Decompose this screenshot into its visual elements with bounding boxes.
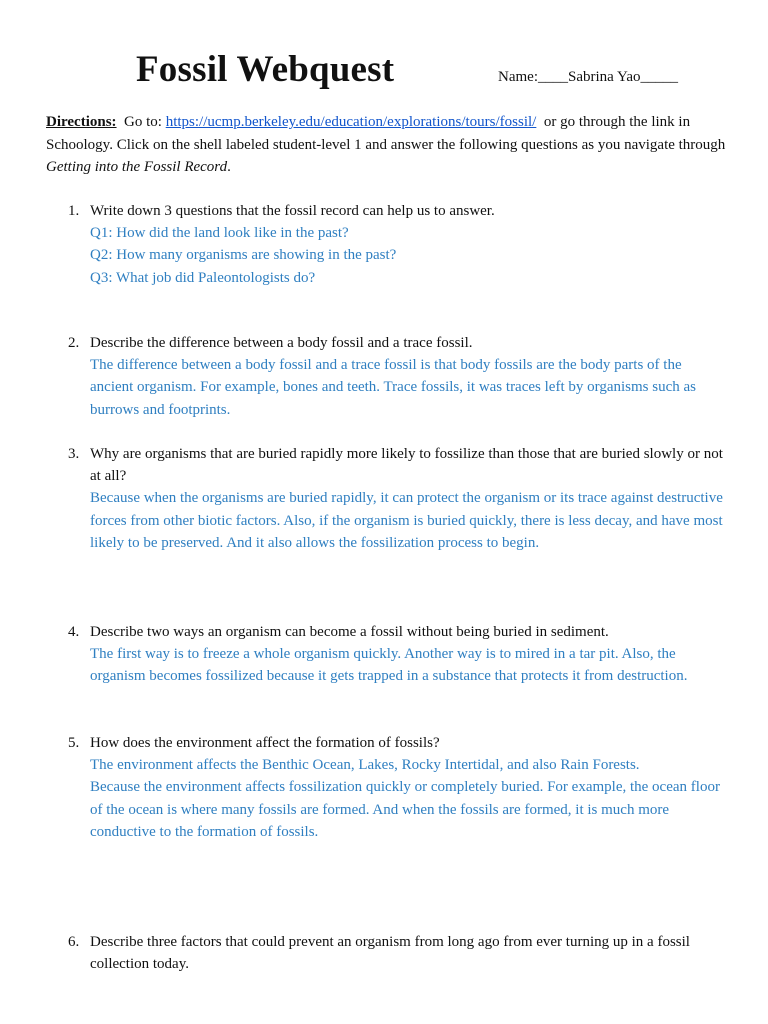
question-3: [68, 443, 728, 554]
question-text: Describe two ways an organism can become a fossil without being buried in sediment.: [90, 624, 609, 640]
answer-line: Q1: How did the land look like in the past?: [90, 225, 349, 242]
question-1: [68, 200, 728, 289]
directions-period: .: [227, 159, 231, 175]
student-name-line: Name:____Sabrina Yao_____: [498, 69, 678, 85]
question-number: 3.: [68, 446, 80, 462]
question-text: Write down 3 questions that the fossil record can help us to answer.: [90, 203, 495, 219]
question-text: How does the environment affect the formation of fossils?: [90, 735, 440, 751]
answer-block: [90, 754, 728, 843]
directions-text: or go through the link in Schoology. Click on the shell labeled student-level 1 and answer the following questions as you navigate through: [46, 114, 726, 153]
question-6: [68, 931, 728, 975]
answer-text: Because when the organisms are buried rapidly, it can protect the organism or its trace against destructive forces from other biotic factors. Also, if the organism is buried quickly, there is less decay, and have most likely to be preserved. And it also allows the fossilization process to begin.: [90, 490, 723, 551]
directions-label: Directions:: [46, 114, 117, 130]
answer-line: Q2: How many organisms are showing in the past?: [90, 247, 397, 264]
question-2: [68, 332, 728, 421]
question-text: Describe the difference between a body fossil and a trace fossil.: [90, 335, 473, 351]
question-number: 4.: [68, 624, 80, 640]
answer-block: [90, 222, 728, 289]
fossil-tour-link[interactable]: https://ucmp.berkeley.edu/education/explorations/tours/fossil/: [165, 114, 537, 130]
question-number: 5.: [68, 735, 80, 751]
directions-go-to: Go to:: [124, 114, 162, 130]
answer-text: The difference between a body fossil and a trace fossil is that body fossils are the body parts of the ancient organism. For example, bones and teeth. Trace fossils, it was traces left by organisms such as burrows and footprints.: [90, 357, 696, 418]
question-text: Why are organisms that are buried rapidly more likely to fossilize than those that are buried slowly or not at all?: [90, 446, 723, 485]
question-4: [68, 621, 728, 688]
page-title: Fossil Webquest: [136, 49, 395, 90]
question-number: 6.: [68, 934, 80, 950]
answer-line: Because the environment affects fossilization quickly or completely buried. For example, the ocean floor of the ocean is where many fossils are formed. And when the fossils are formed, it is much more conductive to the formation of fossils.: [90, 779, 720, 840]
question-text: Describe three factors that could prevent an organism from long ago from ever turning up in a fossil collection today.: [90, 934, 690, 973]
answer-text: The first way is to freeze a whole organism quickly. Another way is to mired in a tar pit. Also, the organism becomes fossilized because it gets trapped in a substance that protects it from destruction.: [90, 646, 688, 685]
answer-line: The environment affects the Benthic Ocean, Lakes, Rocky Intertidal, and also Rain Forests.: [90, 757, 640, 774]
answer-line: Q3: What job did Paleontologists do?: [90, 269, 316, 286]
directions-italic-title: Getting into the Fossil Record: [46, 159, 228, 175]
question-number: 2.: [68, 335, 80, 351]
question-5: [68, 732, 728, 843]
directions-paragraph: [46, 111, 736, 179]
question-number: 1.: [68, 203, 80, 219]
